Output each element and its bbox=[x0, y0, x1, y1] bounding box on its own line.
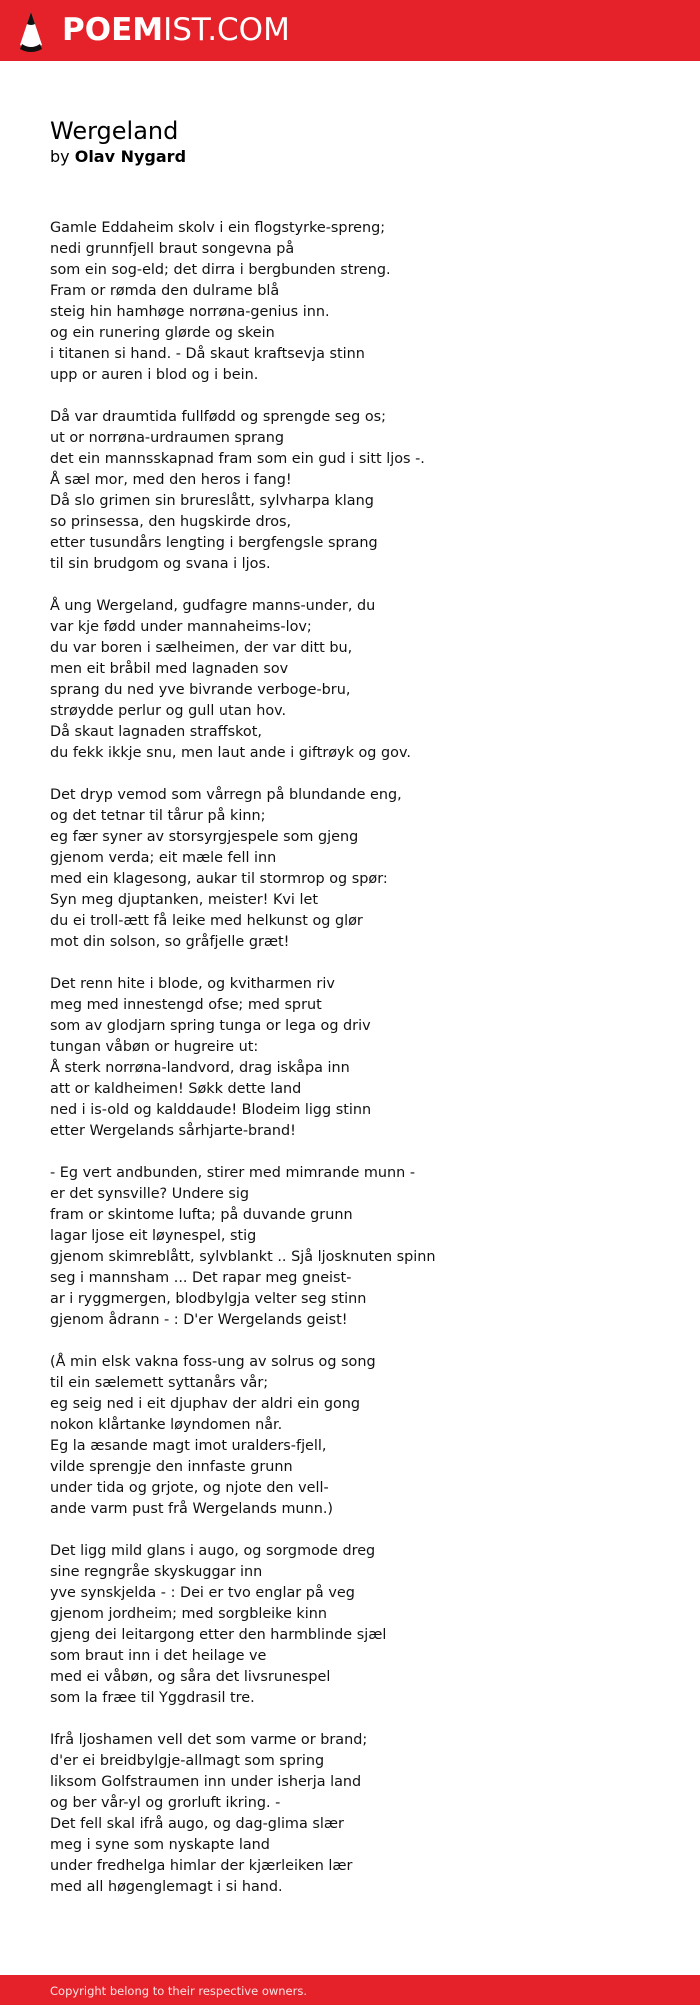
author-link[interactable]: Olav Nygard bbox=[74, 147, 187, 166]
poem-line: Å ung Wergeland, gudfagre manns-under, du bbox=[50, 598, 376, 614]
poem-stanza bbox=[50, 407, 670, 575]
poem-line: eg seig ned i eit djuphav der aldri ein gong bbox=[50, 1396, 361, 1412]
poem-line: gjenom verda; eit mæle fell inn bbox=[50, 850, 277, 866]
poem-line: og ber vår-yl og grorluft ikring. - bbox=[50, 1795, 281, 1811]
poem-line: som av glodjarn spring tunga or lega og driv bbox=[50, 1018, 371, 1034]
poem-line: er det synsville? Undere sig bbox=[50, 1186, 250, 1202]
brand-rest: IST.COM bbox=[163, 12, 290, 48]
poem-line: Det fell skal ifrå augo, og dag-glima slær bbox=[50, 1816, 344, 1832]
poem-line: Det renn hite i blode, og kvitharmen riv bbox=[50, 976, 335, 992]
brand-bold: POEM bbox=[62, 12, 164, 48]
poem-line: til sin brudgom og svana i ljos. bbox=[50, 556, 271, 572]
poem-line: etter tusundårs lengting i bergfengsle sprang bbox=[50, 535, 378, 551]
poem-line: nedi grunnfjell braut songevna på bbox=[50, 241, 295, 257]
poem-line: mot din solson, so gråfjelle græt! bbox=[50, 934, 290, 950]
site-footer bbox=[0, 1975, 700, 2005]
poem-line: gjenom jordheim; med sorgbleike kinn bbox=[50, 1606, 328, 1622]
poem-line: Det dryp vemod som vårregn på blundande eng, bbox=[50, 787, 402, 803]
poem-line: yve synskjelda - : Dei er tvo englar på veg bbox=[50, 1585, 355, 1601]
poem-line: gjenom ådrann - : D'er Wergelands geist! bbox=[50, 1312, 348, 1328]
poem-line: meg i syne som nyskapte land bbox=[50, 1837, 270, 1853]
poem-line: med all høgenglemagt i si hand. bbox=[50, 1879, 283, 1895]
poem-stanza bbox=[50, 785, 670, 953]
poem-line: var kje fødd under mannaheims-lov; bbox=[50, 619, 312, 635]
poem-line: steig hin hamhøge norrøna-genius inn. bbox=[50, 304, 330, 320]
poem-line: ut or norrøna-urdraumen sprang bbox=[50, 430, 285, 446]
poem-line: vilde sprengje den innfaste grunn bbox=[50, 1459, 293, 1475]
poem-line: upp or auren i blod og i bein. bbox=[50, 367, 259, 383]
poem-line: i titanen si hand. - Då skaut kraftsevja stinn bbox=[50, 346, 365, 362]
poem-line: du fekk ikkje snu, men laut ande i giftrøyk og gov. bbox=[50, 745, 411, 761]
poem-line: sprang du ned yve bivrande verboge-bru, bbox=[50, 682, 351, 698]
poem-line: tungan våbøn or hugreire ut: bbox=[50, 1039, 259, 1055]
poem-stanza bbox=[50, 974, 670, 1142]
poem-content bbox=[50, 116, 670, 1919]
poem-line: etter Wergelands sårhjarte-brand! bbox=[50, 1123, 296, 1139]
poem-line: det ein mannsskapnad fram som ein gud i sitt ljos -. bbox=[50, 451, 425, 467]
poem-line: ar i ryggmergen, blodbylgja velter seg stinn bbox=[50, 1291, 367, 1307]
poem-line: liksom Golfstraumen inn under isherja land bbox=[50, 1774, 362, 1790]
poem-body bbox=[50, 218, 670, 1898]
poem-line: du ei troll-ætt få leike med helkunst og glør bbox=[50, 913, 363, 929]
poem-line: - Eg vert andbunden, stirer med mimrande munn - bbox=[50, 1165, 416, 1181]
poem-line: Å sæl mor, med den heros i fang! bbox=[50, 472, 292, 488]
poem-line: til ein sælemett syttanårs vår; bbox=[50, 1375, 269, 1391]
poem-stanza bbox=[50, 1730, 670, 1898]
poem-line: lagar ljose eit løynespel, stig bbox=[50, 1228, 257, 1244]
poem-line: som ein sog-eld; det dirra i bergbunden streng. bbox=[50, 262, 391, 278]
pencil-tip-icon[interactable] bbox=[18, 11, 44, 53]
poem-stanza bbox=[50, 596, 670, 764]
by-prefix: by bbox=[50, 147, 70, 166]
poem-line: og ein runering glørde og skein bbox=[50, 325, 275, 341]
poem-line: fram or skintome lufta; på duvande grunn bbox=[50, 1207, 353, 1223]
poem-title: Wergeland bbox=[50, 117, 179, 145]
poem-line: gjenom skimreblått, sylvblankt .. Sjå ljosknuten spinn bbox=[50, 1249, 436, 1265]
poem-line: Då slo grimen sin brureslått, sylvharpa klang bbox=[50, 493, 374, 509]
poem-line: Syn meg djuptanken, meister! Kvi let bbox=[50, 892, 318, 908]
poem-line: under tida og grjote, og njote den vell- bbox=[50, 1480, 329, 1496]
poem-line: du var boren i sælheimen, der var ditt bu, bbox=[50, 640, 353, 656]
poem-line: Eg la æsande magt imot uralders-fjell, bbox=[50, 1438, 327, 1454]
poem-line: med ei våbøn, og såra det livsrunespel bbox=[50, 1669, 331, 1685]
poem-line: seg i mannsham ... Det rapar meg gneist- bbox=[50, 1270, 352, 1286]
copyright-text: Copyright belong to their respective owners. bbox=[50, 1984, 308, 1998]
poem-line: under fredhelga himlar der kjærleiken lær bbox=[50, 1858, 353, 1874]
poem-line: att or kaldheimen! Søkk dette land bbox=[50, 1081, 302, 1097]
poem-line: Å sterk norrøna-landvord, drag iskåpa inn bbox=[50, 1060, 350, 1076]
poem-stanza bbox=[50, 1352, 670, 1520]
poem-line: meg med innestengd ofse; med sprut bbox=[50, 997, 322, 1013]
poem-line: Då var draumtida fullfødd og sprengde seg os; bbox=[50, 409, 387, 425]
poem-line: og det tetnar til tårur på kinn; bbox=[50, 808, 266, 824]
poem-line: (Å min elsk vakna foss-ung av solrus og song bbox=[50, 1354, 376, 1370]
poem-line: Fram or rømda den dulrame blå bbox=[50, 283, 280, 299]
poem-line: Ifrå ljoshamen vell det som varme or brand; bbox=[50, 1732, 368, 1748]
poem-line: strøydde perlur og gull utan hov. bbox=[50, 703, 287, 719]
poem-line: Gamle Eddaheim skolv i ein flogstyrke-spreng; bbox=[50, 220, 386, 236]
poem-line: sine regngråe skyskuggar inn bbox=[50, 1564, 263, 1580]
poem-line: Det ligg mild glans i augo, og sorgmode dreg bbox=[50, 1543, 376, 1559]
poem-line: eg fær syner av storsyrgjespele som gjeng bbox=[50, 829, 359, 845]
poem-line: Då skaut lagnaden straffskot, bbox=[50, 724, 262, 740]
poem-stanza bbox=[50, 218, 670, 386]
poem-line: nokon klårtanke løyndomen når. bbox=[50, 1417, 283, 1433]
poem-line: d'er ei breidbylgje-allmagt som spring bbox=[50, 1753, 325, 1769]
poem-line: som braut inn i det heilage ve bbox=[50, 1648, 267, 1664]
poem-stanza bbox=[50, 1541, 670, 1709]
byline bbox=[50, 146, 670, 168]
poem-line: gjeng dei leitargong etter den harmblinde sjæl bbox=[50, 1627, 387, 1643]
site-header bbox=[0, 0, 700, 61]
poem-line: men eit bråbil med lagnaden sov bbox=[50, 661, 289, 677]
poem-line: som la fræe til Yggdrasil tre. bbox=[50, 1690, 255, 1706]
site-logo-link[interactable] bbox=[62, 12, 290, 48]
poem-stanza bbox=[50, 1163, 670, 1331]
poem-line: so prinsessa, den hugskirde dros, bbox=[50, 514, 292, 530]
poem-line: ande varm pust frå Wergelands munn.) bbox=[50, 1501, 334, 1517]
poem-line: med ein klagesong, aukar til stormrop og spør: bbox=[50, 871, 388, 887]
poem-line: ned i is-old og kalddaude! Blodeim ligg stinn bbox=[50, 1102, 372, 1118]
